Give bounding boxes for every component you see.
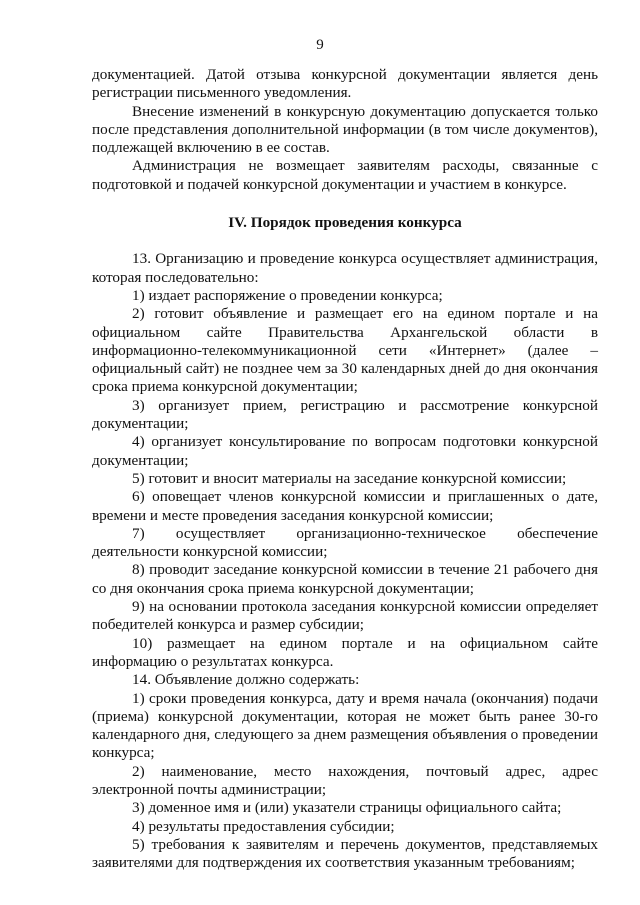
list-item: 4) организует консультирование по вопросам подготовки конкурсной документации;: [92, 433, 598, 469]
list-item: 8) проводит заседание конкурсной комиссии в течение 21 рабочего дня со дня окончания срока приема конкурсной документации;: [92, 561, 598, 597]
list-item: 1) издает распоряжение о проведении конкурса;: [132, 286, 443, 304]
list-item: 1) сроки проведения конкурса, дату и время начала (окончания) подачи (приема) конкурсной документации, которая не может быть ранее 30-го календарного дня, следующего за днем размещения объявления о проведении конкурса;: [92, 689, 598, 762]
list-item: 3) доменное имя и (или) указатели страницы официального сайта;: [132, 799, 562, 817]
paragraph: 14. Объявление должно содержать:: [132, 671, 360, 689]
list-item: 7) осуществляет организационно-техническое обеспечение деятельности конкурсной комиссии;: [92, 524, 598, 561]
list-item: 4) результаты предоставления субсидии;: [132, 817, 395, 835]
paragraph: Внесение изменений в конкурсную документацию допускается только после представления дополнительной информации (в том числе документов), подлежащей включению в ее состав.: [92, 102, 598, 157]
list-item: 5) требования к заявителям и перечень документов, представляемых заявителями для подтверждения их соответствия указанным требованиям;: [92, 835, 598, 872]
list-item: 10) размещает на едином портале и на официальном сайте информацию о результатах конкурса.: [92, 634, 598, 670]
document-body: [92, 66, 598, 872]
page-number: 9: [316, 37, 324, 53]
paragraph: Администрация не возмещает заявителям расходы, связанные с подготовкой и подачей конкурсной документации и участием в конкурсе.: [92, 157, 598, 193]
list-item: 6) оповещает членов конкурсной комиссии и приглашенных о дате, времени и месте проведения заседания конкурсной комиссии;: [92, 488, 598, 524]
list-item: 2) наименование, место нахождения, почтовый адрес, адрес электронной почты администрации;: [92, 762, 598, 798]
list-item: 5) готовит и вносит материалы на заседание конкурсной комиссии;: [132, 469, 567, 487]
list-item: 2) готовит объявление и размещает его на едином портале и на официальном сайте Правительства Архангельской области в информационно-телекоммуникационной сети «Интернет» (далее – официальный сайт) не позднее чем за 30 календарных дней до дня окончания срока приема конкурсной документации;: [92, 305, 598, 396]
paragraph: документацией. Датой отзыва конкурсной документации является день регистрации письменного уведомления.: [92, 66, 598, 102]
list-item: 3) организует прием, регистрацию и рассмотрение конкурсной документации;: [92, 396, 598, 433]
list-item: 9) на основании протокола заседания конкурсной комиссии определяет победителей конкурса и размер субсидии;: [92, 598, 598, 634]
paragraph: 13. Организацию и проведение конкурса осуществляет администрация, которая последовательно:: [92, 250, 598, 286]
section-heading: IV. Порядок проведения конкурса: [228, 214, 462, 232]
